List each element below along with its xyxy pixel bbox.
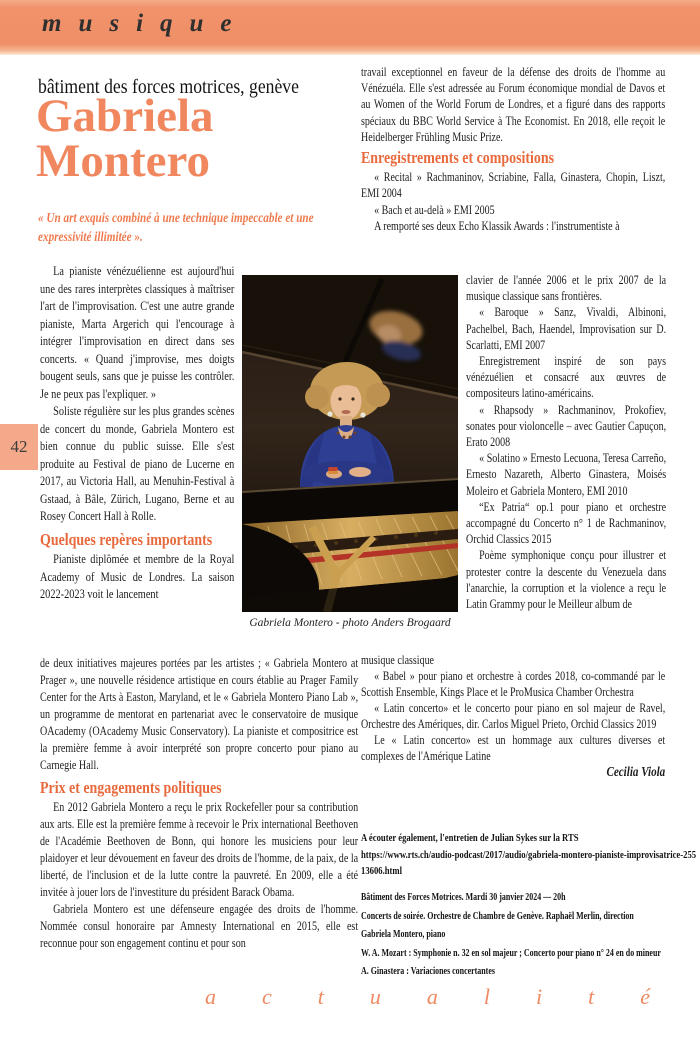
paragraph: travail exceptionnel en faveur de la défense des droits de l'homme au Vénézuéla. Elle s'est adressée au Forum économique mondial de Davos et au Women of the World Forum de Londres, et a figuré dans des rapports spéciaux du BBC World Service à The Economist. En 2018, elle reçoit le Heidelberger Frühling Music Prize. xyxy=(361,65,666,144)
event-soloist: Gabriela Montero, piano xyxy=(361,929,446,940)
paragraph: “Ex Patria“ op.1 pour piano et orchestre accompagné du Concerto n° 1 de Rachmaninov, Orchid Classics 2015 xyxy=(466,499,667,547)
paragraph: de deux initiatives majeures portées par les artistes ; « Gabriela Montero at Prager », une nouvelle résidence artistique en cours établie au Prager Family Center for the Arts à Easton, Maryland, et le « Gabriela Montero Piano Lab », un programme de mentorat en partenariat avec le conservatoire de musique OAcademy (OAcademy Music Conservatory). La pianiste et compositrice est la première femme à avoir interprété son propre concerto pour piano au Carnegie Hall. xyxy=(40,656,359,772)
left-column-upper xyxy=(40,263,234,604)
event-orchestra: Concerts de soirée. Orchestre de Chambre de Genève. Raphaël Merlin, direction xyxy=(361,910,634,922)
paragraph: Poème symphonique conçu pour illustrer et protester contre la descente du Venezuela dans l'anarchie, la corruption et la violence a reçu le Latin Grammy pour le Meilleur album de xyxy=(466,548,667,612)
event-program-1: W. A. Mozart : Symphonie n. 32 en sol majeur ; Concerto pour piano n° 24 en do mineur xyxy=(361,947,661,959)
right-column-beside-photo xyxy=(466,272,666,612)
section-label-actualite: actualité xyxy=(205,984,696,1009)
byline: Cecilia Viola xyxy=(606,764,666,779)
paragraph: musique classique xyxy=(361,653,435,667)
paragraph: La pianiste vénézuélienne est aujourd'hui une des rares interprètes classiques à maîtriser l'art de l'improvisation. C'est une autre grande pianiste, Marta Argerich qui l'encourage à intégrer l'improvisation en direct dans ses concerts. « Quand j'improvise, mes doigts bougent seuls, sans que je puisse les contrôler. Je ne peux pas l'expliquer. » xyxy=(40,264,235,401)
event-program-2: A. Ginastera : Variaciones concertantes xyxy=(361,966,495,977)
event-venue-date: Bâtiment des Forces Motrices. Mardi 30 janvier 2024 — 20h xyxy=(361,892,566,903)
listen-block xyxy=(361,830,697,880)
paragraph: « Rhapsody » Rachmaninov, Prokofiev, sonates pour violoncelle – avec Gautier Capuçon, Erato 2008 xyxy=(466,402,667,450)
paragraph: « Babel » pour piano et orchestre à cordes 2018, co-commandé par le Scottish Ensemble, Kings Place et le ProMusica Chamber Orchestra xyxy=(361,669,666,699)
podcast-url[interactable]: https://www.rts.ch/audio-podcast/2017/audio/gabriela-montero-pianiste-improvisatrice-25513606.html xyxy=(361,848,697,877)
paragraph: « Solatino » Ernesto Lecuona, Teresa Carreño, Ernesto Nazareth, Alberto Ginastera, Moisés Moleiro et Gabriela Montero, EMI 2010 xyxy=(466,451,667,498)
section-heading-reperes: Quelques repères importants xyxy=(40,529,213,549)
section-heading-prix: Prix et engagements politiques xyxy=(40,778,222,797)
artist-photo-illustration xyxy=(242,275,458,612)
paragraph: A remporté ses deux Echo Klassik Awards : l'instrumentiste à xyxy=(374,218,620,233)
paragraph: Soliste régulière sur les plus grandes scènes de concert du monde, Gabriela Montero est bien connue du public suisse. Elle s'est produite au Festival de piano de Lucerne en 2017, au Victoria Hall, au Menuhin-Festival à Gstaad, à Bâle, Zürich, Lugano, Berne et au Rosey Concert Hall à Rolle. xyxy=(40,404,235,523)
paragraph: En 2012 Gabriela Montero a reçu le prix Rockefeller pour sa contribution aux arts. Elle est la première femme à recevoir le Prix international Beethoven de l'Académie Beethoven de Bonn, qui honore les musiciens pour leur plaidoyer et leur dévouement en faveur des droits de l'homme, de la paix, de la liberté, de l'inclusion et de la lutte contre la pauvreté. En 2009, elle a été invitée à jouer lors de l'investiture du président Barack Obama. xyxy=(40,800,359,899)
section-label-musique: musique xyxy=(42,10,249,37)
paragraph: Le « Latin concerto» est un hommage aux cultures diverses et complexes de l'Amérique Latine xyxy=(361,733,666,763)
photo-caption: Gabriela Montero - photo Anders Brogaard xyxy=(249,617,451,629)
title-line-2: Montero xyxy=(36,135,211,187)
paragraph: « Recital » Rachmaninov, Scriabine, Falla, Ginastera, Chopin, Liszt, EMI 2004 xyxy=(361,170,666,201)
top-band xyxy=(0,0,700,55)
section-heading-enregistrements: Enregistrements et compositions xyxy=(361,148,555,168)
event-details xyxy=(361,889,700,982)
artist-photo xyxy=(242,275,458,612)
title-line-1: Gabriela xyxy=(36,90,214,142)
paragraph: Gabriela Montero est une défenseure engagée des droits de l'homme. Nommée consul honoraire par Amnesty International en 2015, elle est reconnue pour son engagement continu et pour son xyxy=(40,902,359,950)
paragraph: clavier de l'année 2006 et le prix 2007 de la musique classique sans frontières. xyxy=(466,273,667,304)
page-number-badge xyxy=(0,424,38,470)
paragraph: « Latin concerto» et le concerto pour piano en sol majeur de Ravel, Orchestre des Amériques, dir. Carlos Miguel Prieto, Orchid Classics 2019 xyxy=(361,701,666,731)
paragraph: « Bach et au-delà » EMI 2005 xyxy=(374,202,495,217)
paragraph: Pianiste diplômée et membre de la Royal Academy of Music de Londres. La saison 2022-2023 voit le lancement xyxy=(40,552,235,601)
page-number: 42 xyxy=(10,437,28,456)
right-column-upper xyxy=(361,64,665,234)
left-column-lower xyxy=(40,655,358,952)
right-column-lower xyxy=(361,652,665,780)
page-title xyxy=(36,90,214,187)
paragraph: Enregistrement inspiré de son pays vénézuélien et consacré aux œuvres de compositeurs latino-américains. xyxy=(466,354,667,401)
listen-note: A écouter également, l'entretien de Julian Sykes sur la RTS xyxy=(361,832,579,844)
lead-quote: « Un art exquis combiné à une technique impeccable et une expressivité illimitée ». xyxy=(38,211,314,245)
paragraph: « Baroque » Sanz, Vivaldi, Albinoni, Pachelbel, Bach, Haendel, Improvisation sur D. Scarlatti, EMI 2007 xyxy=(466,305,667,352)
kicker: bâtiment des forces motrices, genève xyxy=(38,76,299,98)
